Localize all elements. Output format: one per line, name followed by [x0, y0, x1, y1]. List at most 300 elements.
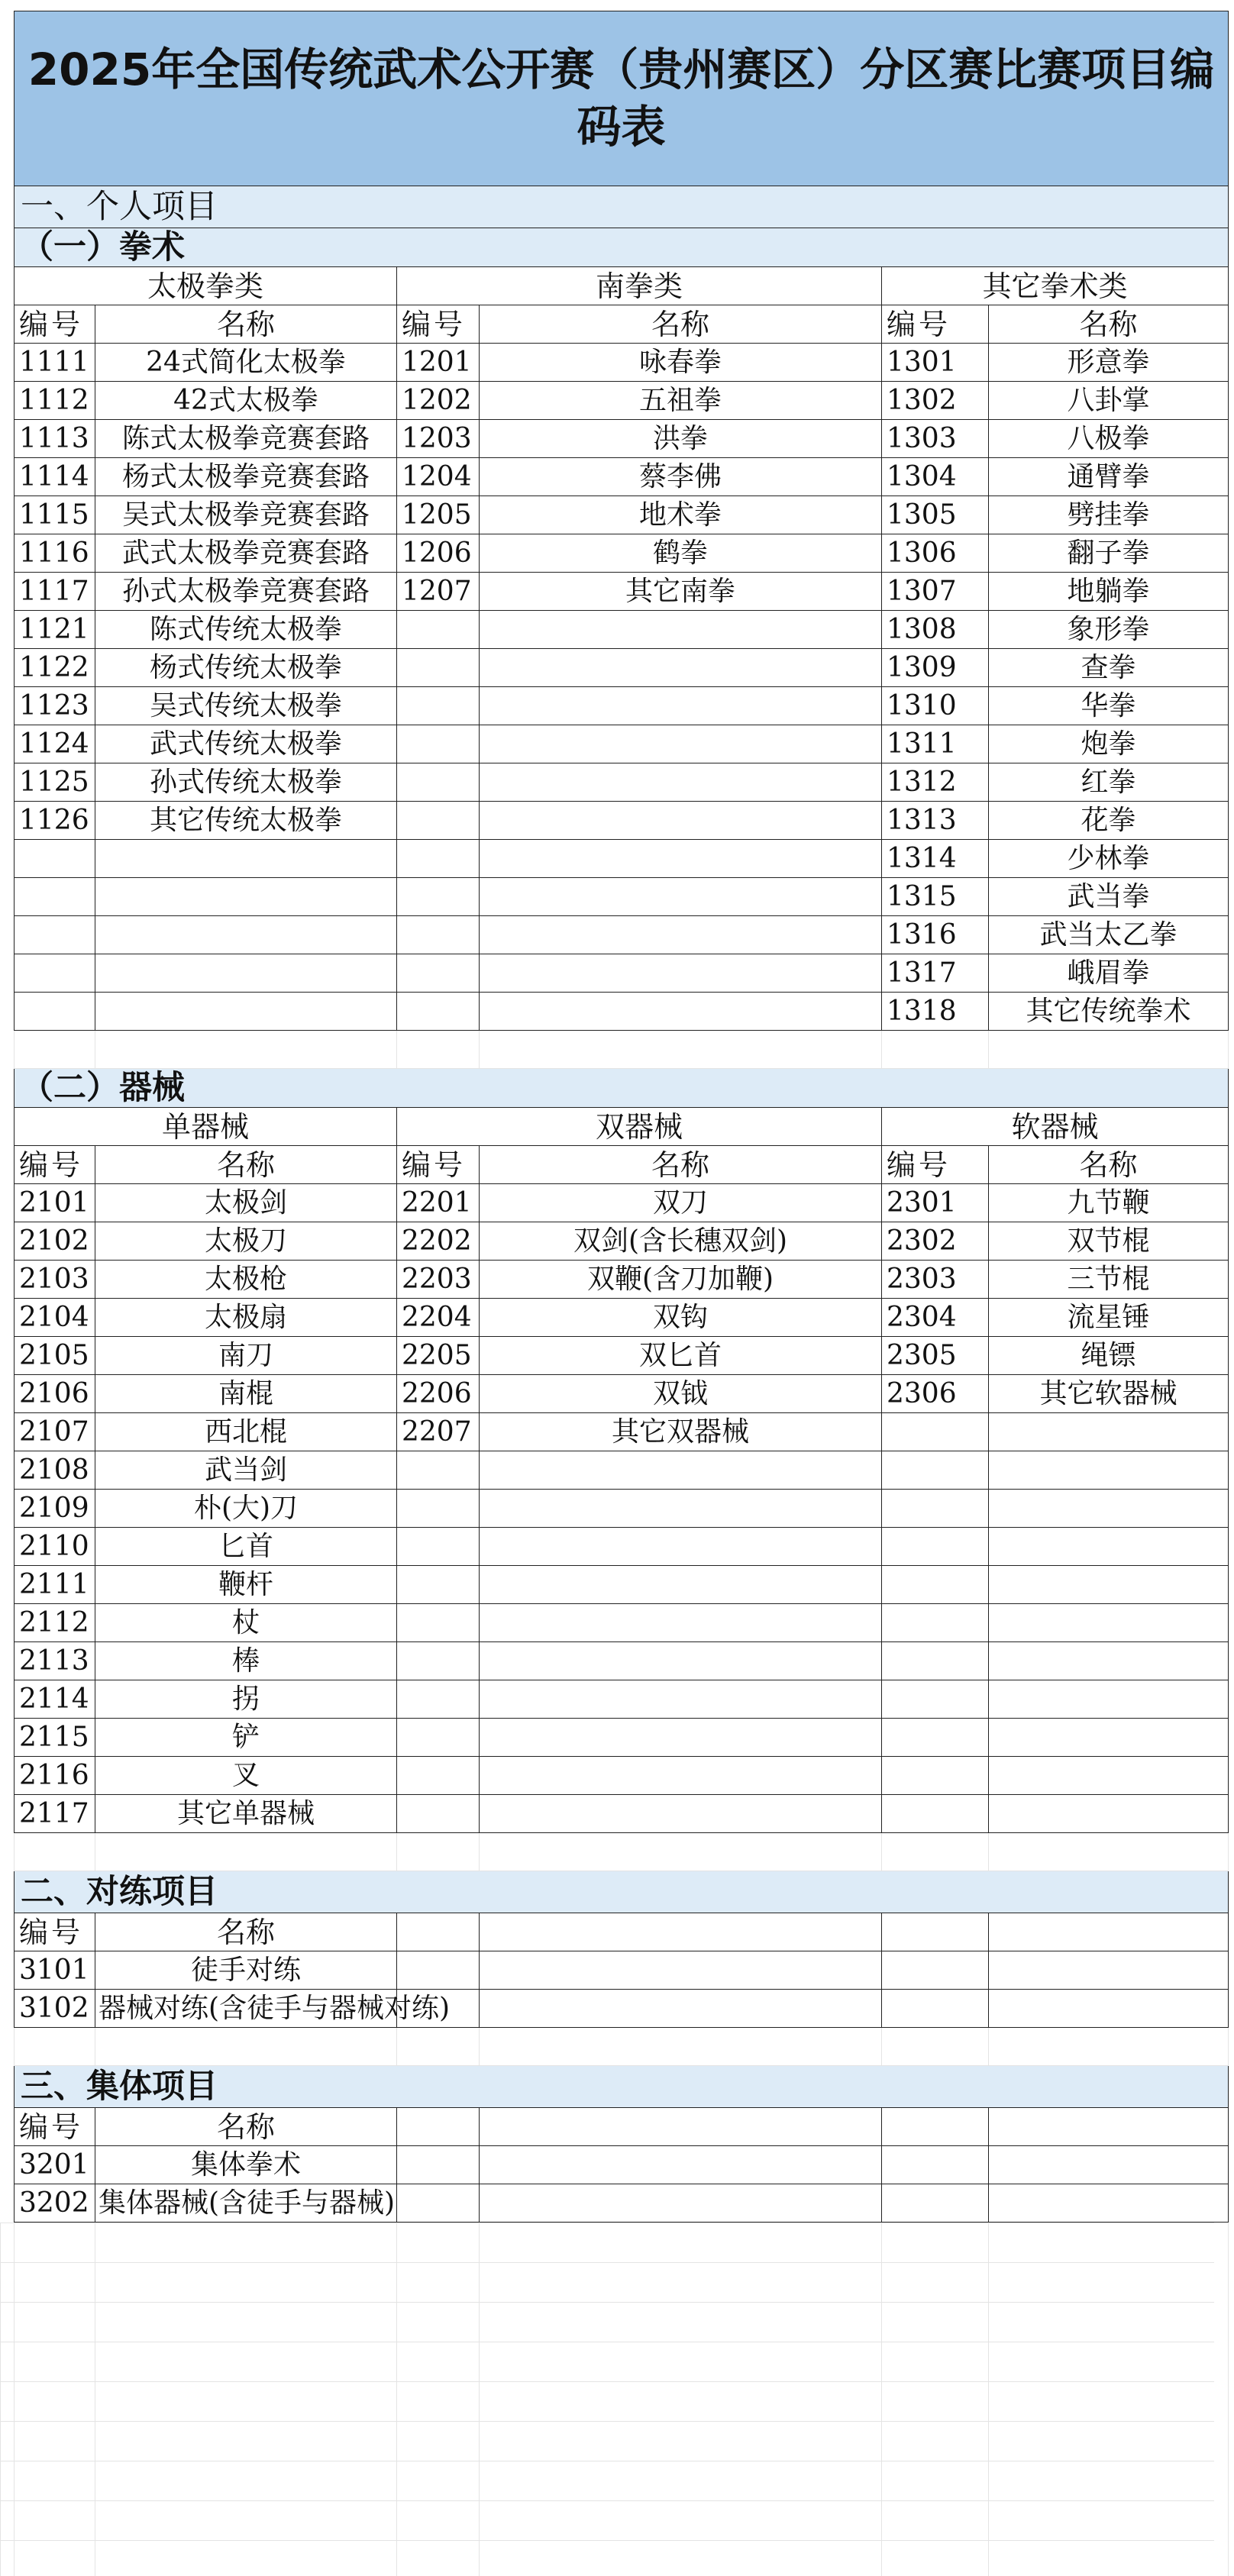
item-name — [989, 1795, 1229, 1833]
item-code: 1203 — [397, 420, 480, 458]
item-code — [397, 1490, 480, 1528]
item-code: 1112 — [15, 382, 95, 420]
item-code — [15, 993, 95, 1031]
item-name — [989, 1757, 1229, 1795]
item-name: 太极剑 — [95, 1184, 397, 1222]
table-row — [15, 1604, 1229, 1642]
item-code — [397, 954, 480, 993]
item-code — [397, 1642, 480, 1680]
table-row — [15, 1795, 1229, 1833]
item-code: 1116 — [15, 534, 95, 573]
table-row — [15, 534, 1229, 573]
table-row — [15, 725, 1229, 763]
item-name: 24式简化太极拳 — [95, 344, 397, 382]
item-name: 蔡李佛 — [480, 458, 882, 496]
item-code: 2301 — [882, 1184, 989, 1222]
item-code: 2112 — [15, 1604, 95, 1642]
item-code: 1312 — [882, 763, 989, 802]
item-name: 峨眉拳 — [989, 954, 1229, 993]
table-row — [15, 878, 1229, 916]
item-code — [882, 1413, 989, 1451]
category-row-quanshu — [15, 267, 1229, 305]
item-code: 1111 — [15, 344, 95, 382]
quanshu-rows — [15, 344, 1229, 1031]
item-code: 1317 — [882, 954, 989, 993]
table-row — [15, 573, 1229, 611]
table-row — [15, 1566, 1229, 1604]
item-name: 象形拳 — [989, 611, 1229, 649]
item-code: 1307 — [882, 573, 989, 611]
item-name: 孙式太极拳竞赛套路 — [95, 573, 397, 611]
item-code: 1302 — [882, 382, 989, 420]
category-soft: 软器械 — [882, 1108, 1229, 1146]
item-code — [397, 1795, 480, 1833]
name-header: 名称 — [480, 305, 882, 344]
item-code — [397, 1604, 480, 1642]
item-code: 2105 — [15, 1337, 95, 1375]
duilian-rows — [15, 1951, 1229, 2028]
category-single: 单器械 — [15, 1108, 397, 1146]
name-header: 名称 — [95, 1146, 397, 1184]
name-header: 名称 — [95, 305, 397, 344]
item-code — [15, 916, 95, 954]
qixie-rows — [15, 1184, 1229, 1833]
table-row — [15, 382, 1229, 420]
item-code: 3101 — [15, 1951, 95, 1990]
item-name — [480, 916, 882, 954]
item-name: 孙式传统太极拳 — [95, 763, 397, 802]
item-code: 1117 — [15, 573, 95, 611]
table-row — [15, 840, 1229, 878]
section-header-duilian — [15, 1871, 1229, 1913]
item-name: 南棍 — [95, 1375, 397, 1413]
jiti-rows — [15, 2146, 1229, 2223]
item-code: 1304 — [882, 458, 989, 496]
item-name: 集体器械(含徒手与器械) — [95, 2184, 397, 2223]
item-name: 太极刀 — [95, 1222, 397, 1261]
item-name: 少林拳 — [989, 840, 1229, 878]
item-name: 双钩 — [480, 1299, 882, 1337]
item-name: 其它传统太极拳 — [95, 802, 397, 840]
item-code: 1206 — [397, 534, 480, 573]
page-title: 2025年全国传统武术公开赛（贵州赛区）分区赛比赛项目编码表 — [15, 11, 1229, 186]
item-code: 2206 — [397, 1375, 480, 1413]
item-code: 1313 — [882, 802, 989, 840]
item-name — [989, 1413, 1229, 1451]
item-name: 匕首 — [95, 1528, 397, 1566]
item-code: 2104 — [15, 1299, 95, 1337]
table-row — [15, 1413, 1229, 1451]
item-code: 2109 — [15, 1490, 95, 1528]
item-name: 咏春拳 — [480, 344, 882, 382]
subsection-title-qixie: （二）器械 — [15, 1069, 1229, 1108]
code-header: 编号 — [397, 1146, 480, 1184]
item-name: 武当剑 — [95, 1451, 397, 1490]
item-name: 棒 — [95, 1642, 397, 1680]
table-row — [15, 1222, 1229, 1261]
item-name: 绳镖 — [989, 1337, 1229, 1375]
item-code: 1305 — [882, 496, 989, 534]
subsection-header-quanshu — [15, 228, 1229, 267]
name-header: 名称 — [989, 305, 1229, 344]
table-row — [15, 1951, 1229, 1990]
item-code: 2115 — [15, 1719, 95, 1757]
item-code — [397, 1719, 480, 1757]
name-header: 名称 — [989, 1146, 1229, 1184]
item-name: 杖 — [95, 1604, 397, 1642]
item-name: 太极扇 — [95, 1299, 397, 1337]
item-name: 红拳 — [989, 763, 1229, 802]
subsection-header-qixie — [15, 1069, 1229, 1108]
section-header-jiti — [15, 2066, 1229, 2108]
item-name — [480, 1451, 882, 1490]
item-name: 炮拳 — [989, 725, 1229, 763]
code-header: 编号 — [15, 1913, 95, 1951]
item-code: 3202 — [15, 2184, 95, 2223]
item-code: 1121 — [15, 611, 95, 649]
name-header: 名称 — [95, 2108, 397, 2146]
code-header: 编号 — [882, 305, 989, 344]
item-code — [882, 1719, 989, 1757]
item-name — [989, 1719, 1229, 1757]
item-name: 流星锤 — [989, 1299, 1229, 1337]
item-name: 地术拳 — [480, 496, 882, 534]
item-code — [397, 1566, 480, 1604]
item-code — [397, 1451, 480, 1490]
table-row — [15, 1261, 1229, 1299]
item-name: 吴式传统太极拳 — [95, 687, 397, 725]
code-header: 编号 — [15, 2108, 95, 2146]
item-code: 1125 — [15, 763, 95, 802]
code-table-sheet — [14, 11, 1228, 2223]
item-name — [480, 1528, 882, 1566]
table-row — [15, 1337, 1229, 1375]
item-name: 双刀 — [480, 1184, 882, 1222]
code-header: 编号 — [882, 1146, 989, 1184]
item-code: 1126 — [15, 802, 95, 840]
category-taiji: 太极拳类 — [15, 267, 397, 305]
item-code: 1303 — [882, 420, 989, 458]
item-code: 1201 — [397, 344, 480, 382]
table-row — [15, 611, 1229, 649]
item-code: 2107 — [15, 1413, 95, 1451]
item-name: 其它单器械 — [95, 1795, 397, 1833]
item-code — [882, 1490, 989, 1528]
item-name — [480, 1680, 882, 1719]
item-name: 西北棍 — [95, 1413, 397, 1451]
item-name — [480, 725, 882, 763]
item-code: 2205 — [397, 1337, 480, 1375]
item-code — [15, 878, 95, 916]
item-code: 1205 — [397, 496, 480, 534]
table-row — [15, 763, 1229, 802]
table-row — [15, 2146, 1229, 2184]
item-name: 八极拳 — [989, 420, 1229, 458]
item-name: 太极枪 — [95, 1261, 397, 1299]
item-code: 1123 — [15, 687, 95, 725]
item-name: 朴(大)刀 — [95, 1490, 397, 1528]
item-name — [989, 1642, 1229, 1680]
category-other-quan: 其它拳术类 — [882, 267, 1229, 305]
item-name: 吴式太极拳竞赛套路 — [95, 496, 397, 534]
item-name: 双鞭(含刀加鞭) — [480, 1261, 882, 1299]
item-code — [397, 611, 480, 649]
name-header: 名称 — [95, 1913, 397, 1951]
item-name: 双节棍 — [989, 1222, 1229, 1261]
spacer-row — [15, 1031, 1229, 1069]
item-name: 其它软器械 — [989, 1375, 1229, 1413]
table-row — [15, 1757, 1229, 1795]
item-name — [95, 916, 397, 954]
item-code — [397, 763, 480, 802]
item-name: 陈式传统太极拳 — [95, 611, 397, 649]
table-row — [15, 1375, 1229, 1413]
item-code: 2302 — [882, 1222, 989, 1261]
item-name: 鹤拳 — [480, 534, 882, 573]
item-name: 南刀 — [95, 1337, 397, 1375]
table-row — [15, 1528, 1229, 1566]
item-code: 1114 — [15, 458, 95, 496]
section-header-individual — [15, 186, 1229, 228]
subsection-title-quanshu: （一）拳术 — [15, 228, 1229, 267]
item-code: 2202 — [397, 1222, 480, 1261]
item-code: 1204 — [397, 458, 480, 496]
item-code — [397, 687, 480, 725]
item-name — [480, 802, 882, 840]
item-code — [397, 1757, 480, 1795]
item-name: 徒手对练 — [95, 1951, 397, 1990]
item-code: 2110 — [15, 1528, 95, 1566]
item-code — [882, 1566, 989, 1604]
item-name: 其它传统拳术 — [989, 993, 1229, 1031]
item-name — [480, 1490, 882, 1528]
item-code: 2207 — [397, 1413, 480, 1451]
item-code — [397, 993, 480, 1031]
item-name: 杨式传统太极拳 — [95, 649, 397, 687]
item-code: 2306 — [882, 1375, 989, 1413]
item-code: 1122 — [15, 649, 95, 687]
item-code: 2114 — [15, 1680, 95, 1719]
item-code — [397, 649, 480, 687]
item-name: 武式太极拳竞赛套路 — [95, 534, 397, 573]
table-row — [15, 1642, 1229, 1680]
item-name — [989, 1528, 1229, 1566]
item-name — [480, 649, 882, 687]
item-name: 双剑(含长穗双剑) — [480, 1222, 882, 1261]
column-header-row-jiti — [15, 2108, 1229, 2146]
item-name: 其它双器械 — [480, 1413, 882, 1451]
item-code: 1301 — [882, 344, 989, 382]
item-name — [95, 954, 397, 993]
table-row — [15, 649, 1229, 687]
category-row-qixie — [15, 1108, 1229, 1146]
item-code — [882, 1757, 989, 1795]
item-name: 三节棍 — [989, 1261, 1229, 1299]
item-code — [882, 1604, 989, 1642]
item-name: 42式太极拳 — [95, 382, 397, 420]
table-row — [15, 1990, 1229, 2028]
item-name — [989, 1490, 1229, 1528]
item-name — [95, 878, 397, 916]
item-name — [480, 954, 882, 993]
item-code — [397, 802, 480, 840]
table-row — [15, 1719, 1229, 1757]
spacer-row — [15, 2028, 1229, 2066]
item-name: 铲 — [95, 1719, 397, 1757]
table-row — [15, 496, 1229, 534]
item-name: 劈挂拳 — [989, 496, 1229, 534]
item-name — [989, 1604, 1229, 1642]
item-code: 1315 — [882, 878, 989, 916]
category-double: 双器械 — [397, 1108, 882, 1146]
table-row — [15, 687, 1229, 725]
item-name: 九节鞭 — [989, 1184, 1229, 1222]
table-row — [15, 420, 1229, 458]
item-name: 八卦掌 — [989, 382, 1229, 420]
item-code: 2203 — [397, 1261, 480, 1299]
category-nanquan: 南拳类 — [397, 267, 882, 305]
column-header-row-qixie — [15, 1146, 1229, 1184]
item-code: 1306 — [882, 534, 989, 573]
item-name: 双匕首 — [480, 1337, 882, 1375]
item-code: 3201 — [15, 2146, 95, 2184]
item-code: 2111 — [15, 1566, 95, 1604]
item-name: 杨式太极拳竞赛套路 — [95, 458, 397, 496]
section-title-jiti: 三、集体项目 — [15, 2066, 1229, 2108]
item-code: 2106 — [15, 1375, 95, 1413]
item-name: 翻子拳 — [989, 534, 1229, 573]
item-name — [95, 993, 397, 1031]
item-code — [882, 1795, 989, 1833]
item-code: 3102 — [15, 1990, 95, 2028]
item-name: 武式传统太极拳 — [95, 725, 397, 763]
table-row — [15, 916, 1229, 954]
item-code: 2305 — [882, 1337, 989, 1375]
item-name — [480, 840, 882, 878]
item-code — [882, 1680, 989, 1719]
item-name: 五祖拳 — [480, 382, 882, 420]
item-code: 2201 — [397, 1184, 480, 1222]
item-name: 器械对练(含徒手与器械对练) — [95, 1990, 397, 2028]
item-code: 2204 — [397, 1299, 480, 1337]
item-code: 2102 — [15, 1222, 95, 1261]
item-code — [397, 916, 480, 954]
item-code: 1310 — [882, 687, 989, 725]
table-row — [15, 1451, 1229, 1490]
item-code: 2113 — [15, 1642, 95, 1680]
table-row — [15, 993, 1229, 1031]
item-name: 集体拳术 — [95, 2146, 397, 2184]
item-code — [882, 1642, 989, 1680]
item-name: 双钺 — [480, 1375, 882, 1413]
item-name — [480, 1719, 882, 1757]
item-name: 地躺拳 — [989, 573, 1229, 611]
item-name — [480, 1604, 882, 1642]
item-name — [480, 763, 882, 802]
item-name — [480, 993, 882, 1031]
item-code: 1318 — [882, 993, 989, 1031]
name-header: 名称 — [480, 1146, 882, 1184]
table-row — [15, 2184, 1229, 2223]
title-row — [15, 11, 1229, 186]
item-code: 1308 — [882, 611, 989, 649]
item-code — [15, 840, 95, 878]
item-name — [480, 1795, 882, 1833]
item-code — [397, 878, 480, 916]
column-header-row-duilian — [15, 1913, 1229, 1951]
item-name — [989, 1680, 1229, 1719]
item-name: 其它南拳 — [480, 573, 882, 611]
code-table — [14, 11, 1229, 2223]
item-code: 2304 — [882, 1299, 989, 1337]
item-name — [480, 687, 882, 725]
item-name: 叉 — [95, 1757, 397, 1795]
item-name — [480, 1757, 882, 1795]
code-header: 编号 — [397, 305, 480, 344]
item-code — [397, 1528, 480, 1566]
table-row — [15, 1490, 1229, 1528]
item-code: 1115 — [15, 496, 95, 534]
item-code: 1311 — [882, 725, 989, 763]
item-code — [397, 840, 480, 878]
item-code — [397, 725, 480, 763]
code-header: 编号 — [15, 1146, 95, 1184]
item-name — [95, 840, 397, 878]
item-code: 2103 — [15, 1261, 95, 1299]
item-code — [882, 1451, 989, 1490]
table-row — [15, 1680, 1229, 1719]
item-name: 花拳 — [989, 802, 1229, 840]
item-name: 拐 — [95, 1680, 397, 1719]
column-header-row-quanshu — [15, 305, 1229, 344]
item-name — [480, 611, 882, 649]
table-row — [15, 802, 1229, 840]
item-code: 1113 — [15, 420, 95, 458]
table-row — [15, 1299, 1229, 1337]
item-code: 1202 — [397, 382, 480, 420]
item-name — [480, 878, 882, 916]
item-code — [882, 1528, 989, 1566]
item-code: 1207 — [397, 573, 480, 611]
spacer-row — [15, 1833, 1229, 1871]
code-header: 编号 — [15, 305, 95, 344]
item-name: 查拳 — [989, 649, 1229, 687]
table-row — [15, 1184, 1229, 1222]
item-code: 2303 — [882, 1261, 989, 1299]
item-name: 武当太乙拳 — [989, 916, 1229, 954]
item-code: 1316 — [882, 916, 989, 954]
section-title-individual: 一、个人项目 — [15, 186, 1229, 228]
item-name: 形意拳 — [989, 344, 1229, 382]
item-code: 2117 — [15, 1795, 95, 1833]
item-name — [989, 1566, 1229, 1604]
empty-grid-area — [0, 2223, 1214, 2576]
table-row — [15, 344, 1229, 382]
item-name — [989, 1451, 1229, 1490]
item-code — [15, 954, 95, 993]
item-code: 1314 — [882, 840, 989, 878]
item-name: 武当拳 — [989, 878, 1229, 916]
item-name: 鞭杆 — [95, 1566, 397, 1604]
item-code: 2116 — [15, 1757, 95, 1795]
item-code: 2101 — [15, 1184, 95, 1222]
item-code: 2108 — [15, 1451, 95, 1490]
item-name: 通臂拳 — [989, 458, 1229, 496]
item-code: 1309 — [882, 649, 989, 687]
item-name: 陈式太极拳竞赛套路 — [95, 420, 397, 458]
item-name — [480, 1566, 882, 1604]
section-title-duilian: 二、对练项目 — [15, 1871, 1229, 1913]
